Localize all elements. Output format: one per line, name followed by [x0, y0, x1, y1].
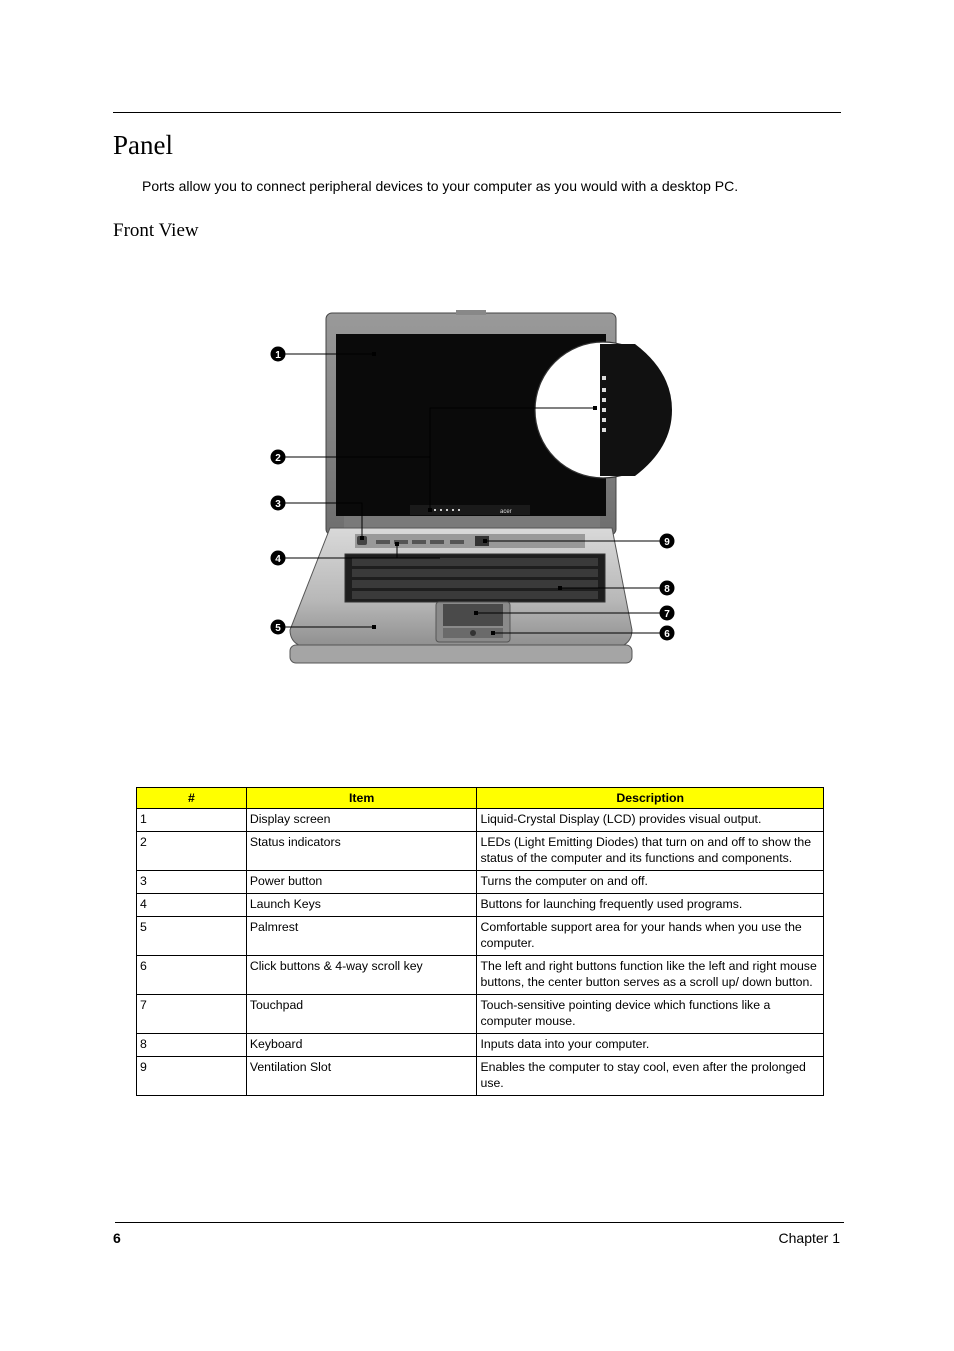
- callout-4: [271, 551, 286, 566]
- table-row: [137, 917, 824, 956]
- svg-text:8: 8: [664, 584, 670, 595]
- svg-text:1: 1: [275, 350, 281, 361]
- cell-item: Keyboard: [246, 1034, 477, 1057]
- svg-text:6: 6: [664, 629, 670, 640]
- page-title: Panel: [113, 130, 173, 160]
- svg-text:2: 2: [275, 453, 281, 464]
- table-row: [137, 832, 824, 871]
- svg-text:7: 7: [664, 609, 670, 620]
- callout-8: [660, 581, 675, 596]
- header-item: Item: [246, 788, 477, 809]
- header-number: #: [137, 788, 247, 809]
- chapter-label: Chapter 1: [778, 1230, 840, 1246]
- svg-text:4: 4: [275, 554, 281, 565]
- cell-description: Inputs data into your computer.: [477, 1034, 824, 1057]
- front-view-items-table: [136, 787, 824, 1096]
- callout-5: [271, 620, 286, 635]
- callout-7: [660, 606, 675, 621]
- header-rule: [113, 112, 841, 113]
- cell-number: 4: [137, 894, 247, 917]
- callout-1: [271, 347, 286, 362]
- cell-item: Launch Keys: [246, 894, 477, 917]
- cell-item: Display screen: [246, 809, 477, 832]
- callout-2: [271, 450, 286, 465]
- footer-rule: [115, 1222, 844, 1223]
- section-title: Front View: [113, 220, 199, 241]
- cell-item: Ventilation Slot: [246, 1057, 477, 1096]
- cell-number: 8: [137, 1034, 247, 1057]
- table-row: [137, 1057, 824, 1096]
- callout-6: [660, 626, 675, 641]
- table-row: [137, 956, 824, 995]
- page-number: 6: [113, 1230, 121, 1246]
- table-row: [137, 1034, 824, 1057]
- header-description: Description: [477, 788, 824, 809]
- cell-item: Click buttons & 4-way scroll key: [246, 956, 477, 995]
- cell-item: Power button: [246, 871, 477, 894]
- cell-number: 3: [137, 871, 247, 894]
- cell-description: Turns the computer on and off.: [477, 871, 824, 894]
- cell-number: 5: [137, 917, 247, 956]
- table-row: [137, 995, 824, 1034]
- touchpad: [443, 604, 503, 626]
- callout-9: [660, 534, 675, 549]
- cell-description: Enables the computer to stay cool, even after the prolonged use.: [477, 1057, 824, 1096]
- cell-number: 2: [137, 832, 247, 871]
- cell-description: Liquid-Crystal Display (LCD) provides visual output.: [477, 809, 824, 832]
- table-row: [137, 871, 824, 894]
- cell-number: 7: [137, 995, 247, 1034]
- svg-text:5: 5: [275, 623, 281, 634]
- cell-number: 6: [137, 956, 247, 995]
- cell-number: 9: [137, 1057, 247, 1096]
- cell-number: 1: [137, 809, 247, 832]
- cell-description: The left and right buttons function like the left and right mouse buttons, the center button serves as a scroll up/ down button.: [477, 956, 824, 995]
- table-header-row: [137, 788, 824, 809]
- callout-3: [271, 496, 286, 511]
- cell-item: Status indicators: [246, 832, 477, 871]
- cell-description: Buttons for launching frequently used programs.: [477, 894, 824, 917]
- cell-description: Comfortable support area for your hands when you use the computer.: [477, 917, 824, 956]
- intro-paragraph: Ports allow you to connect peripheral devices to your computer as you would with a desktop PC.: [142, 178, 739, 194]
- svg-text:3: 3: [275, 499, 281, 510]
- laptop-front-view-illustration: [260, 300, 700, 680]
- svg-text:9: 9: [664, 537, 670, 548]
- cell-description: Touch-sensitive pointing device which functions like a computer mouse.: [477, 995, 824, 1034]
- table-row: [137, 809, 824, 832]
- brand-logo: acer: [500, 509, 512, 515]
- table-row: [137, 894, 824, 917]
- cell-item: Palmrest: [246, 917, 477, 956]
- cell-item: Touchpad: [246, 995, 477, 1034]
- cell-description: LEDs (Light Emitting Diodes) that turn on and off to show the status of the computer and its functions and components.: [477, 832, 824, 871]
